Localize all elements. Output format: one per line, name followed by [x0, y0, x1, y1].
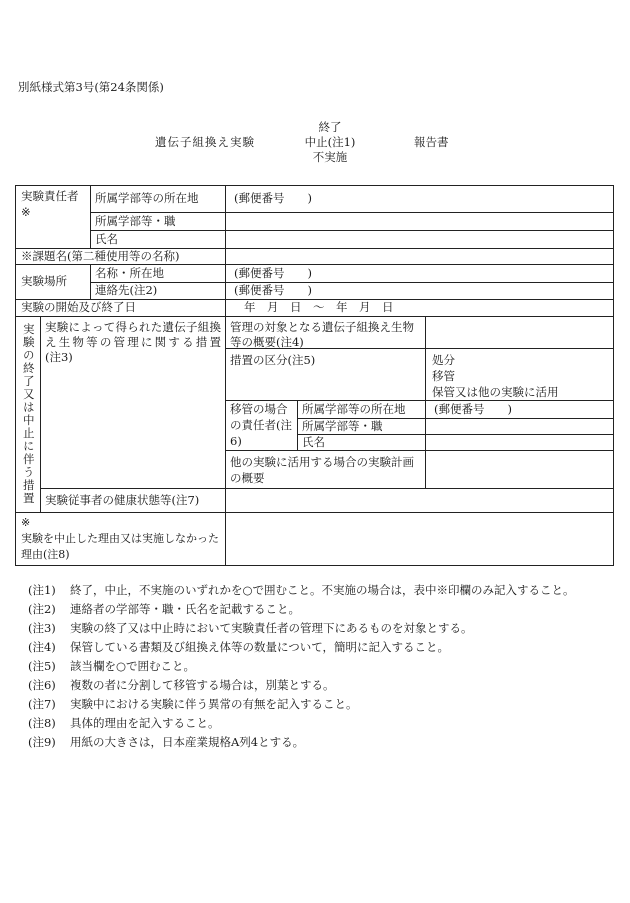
- responsible-name-label: 氏名: [90, 230, 226, 249]
- health-status-label: 実験従事者の健康状態等(注7): [40, 488, 226, 513]
- title-options: [290, 120, 370, 165]
- measures-vertical-label-cell: [15, 316, 41, 513]
- category-options: [425, 348, 614, 401]
- transfer-position-label: 所属学部等・職: [297, 418, 426, 435]
- note-tag: (注6): [28, 678, 56, 692]
- note-text: 該当欄を○で囲むこと。: [70, 659, 196, 673]
- note-text: 終了，中止，不実施のいずれかを○で囲むこと。不実施の場合は，表中※印欄のみ記入すること。: [70, 583, 575, 597]
- note-tag: (注9): [28, 735, 56, 749]
- health-status-value: [225, 488, 614, 513]
- project-title-label: ※課題名(第二種使用等の名称): [15, 248, 226, 265]
- note-item: [28, 733, 575, 752]
- note-text: 実験中における実験に伴う異常の有無を記入すること。: [70, 697, 358, 711]
- responsible-label-cell: [15, 185, 91, 249]
- transfer-name-label: 氏名: [297, 434, 426, 451]
- responsible-address-value: (郵便番号 ): [225, 185, 614, 213]
- location-name-value: (郵便番号 ): [225, 264, 614, 283]
- other-plan-value: [425, 450, 614, 489]
- note-text: 用紙の大きさは，日本産業規格A列4とする。: [70, 735, 305, 749]
- management-measures-note: (注3): [45, 350, 73, 364]
- note-item: [28, 600, 575, 619]
- report-form-table: [15, 185, 614, 566]
- management-measures-label: 実験によって得られた遺伝子組換え生物等の管理に関する措置: [45, 320, 221, 349]
- note-tag: (注2): [28, 602, 56, 616]
- project-title-value: [225, 248, 614, 265]
- note-item: [28, 695, 575, 714]
- category-option-transfer: 移管: [432, 369, 455, 383]
- note-item: [28, 657, 575, 676]
- management-measures-cell: [40, 316, 226, 489]
- title-option-suspended: 中止(注1): [304, 135, 356, 149]
- overview-label: 管理の対象となる遺伝子組換え生物等の概要(注4): [225, 316, 426, 349]
- responsible-position-label: 所属学部等・職: [90, 212, 226, 231]
- note-text: 実験の終了又は中止時において実験責任者の管理下にあるものを対象とする。: [70, 621, 473, 635]
- note-text: 保管している書類及び組換え体等の数量について，簡明に記入すること。: [70, 640, 450, 654]
- transfer-responsible-label: 移管の場合の責任者(注6): [225, 400, 298, 451]
- note-tag: (注4): [28, 640, 56, 654]
- location-label: 実験場所: [15, 264, 91, 300]
- period-label: 実験の開始及び終了日: [15, 299, 226, 317]
- other-plan-label: 他の実験に活用する場合の実験計画の概要: [225, 450, 426, 489]
- responsible-position-value: [225, 212, 614, 231]
- transfer-address-label: 所属学部等の所在地: [297, 400, 426, 419]
- category-label: 措置の区分(注5): [225, 348, 426, 401]
- note-item: [28, 676, 575, 695]
- note-item: [28, 581, 575, 600]
- location-contact-value: (郵便番号 ): [225, 282, 614, 300]
- reason-mark: ※: [21, 516, 31, 529]
- location-contact-label: 連絡先(注2): [90, 282, 226, 300]
- note-text: 具体的理由を記入すること。: [70, 716, 220, 730]
- notes-list: [28, 581, 575, 752]
- title-subject: 遺伝子組換え実験: [155, 135, 255, 149]
- responsible-address-label: 所属学部等の所在地: [90, 185, 226, 213]
- form-number: 別紙様式第3号(第24条関係): [18, 80, 164, 94]
- note-tag: (注1): [28, 583, 56, 597]
- note-item: [28, 714, 575, 733]
- transfer-name-value: [425, 434, 614, 451]
- title-option-not-conducted: 不実施: [312, 150, 348, 164]
- note-tag: (注7): [28, 697, 56, 711]
- note-item: [28, 619, 575, 638]
- note-text: 連絡者の学部等・職・氏名を記載すること。: [70, 602, 300, 616]
- location-name-label: 名称・所在地: [90, 264, 226, 283]
- transfer-position-value: [425, 418, 614, 435]
- responsible-name-value: [225, 230, 614, 249]
- transfer-address-value: (郵便番号 ): [425, 400, 614, 419]
- title-option-finished: 終了: [318, 120, 342, 134]
- reason-label-cell: [15, 512, 226, 566]
- reason-label: 実験を中止した理由又は実施しなかった理由(注8): [21, 532, 219, 561]
- category-option-storage: 保管又は他の実験に活用: [432, 385, 559, 399]
- period-value: 年 月 日 〜 年 月 日: [225, 299, 614, 317]
- note-tag: (注3): [28, 621, 56, 635]
- category-option-disposal: 処分: [432, 353, 455, 367]
- title-suffix: 報告書: [414, 135, 449, 149]
- overview-value: [425, 316, 614, 349]
- note-item: [28, 638, 575, 657]
- reason-value: [225, 512, 614, 566]
- note-tag: (注8): [28, 716, 56, 730]
- measures-vertical-label: 実験の終了又は中止に伴う措置: [21, 323, 36, 505]
- responsible-mark: ※: [21, 204, 31, 219]
- responsible-label: 実験責任者: [21, 189, 79, 203]
- note-text: 複数の者に分割して移管する場合は，別葉とする。: [70, 678, 335, 692]
- note-tag: (注5): [28, 659, 56, 673]
